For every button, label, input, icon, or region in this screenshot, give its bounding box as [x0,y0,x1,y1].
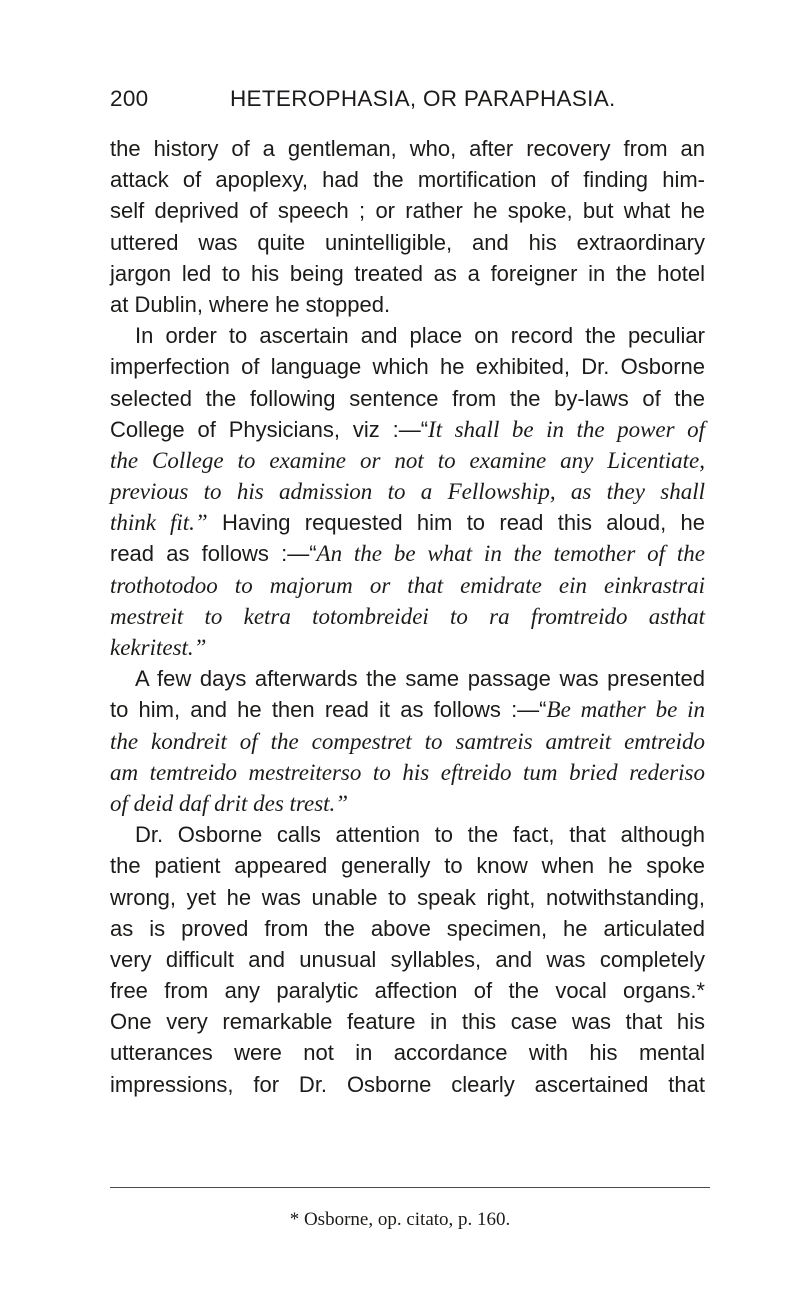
footnote: * Osborne, op. citato, p. 160. [289,1209,511,1230]
body-text [110,133,705,1100]
quote-line: trothotodoo to majorum or that emidrate ein einkrastrai [110,572,705,598]
text-line: attack of apoplexy, had the mortification of finding him- [110,167,705,193]
text-line: uttered was quite unintelligible, and his extraordinary [110,229,705,255]
text-line: selected the following sentence from the by-laws of the [110,385,705,411]
text-line: Dr. Osborne calls attention to the fact, that although [135,822,705,848]
text-line [110,538,705,569]
text-line: very difficult and unusual syllables, and was completely [110,946,705,972]
text-line: imperfection of language which he exhibited, Dr. Osborne [110,354,705,380]
text-line: the history of a gentleman, who, after recovery from an [110,136,705,161]
text-line: at Dublin, where he stopped. [110,291,391,317]
text-span: College of Physicians, viz :—“ [110,416,429,442]
running-header [110,86,710,118]
quote-line: kekritest.” [110,635,207,660]
quote-italic: think fit.” [110,510,208,536]
quote-line: mestreit to ketra totombreidei to ra fromtreido asthat [110,603,705,629]
text-line: One very remarkable feature in this case was that his [110,1009,705,1035]
quote-line: the kondreit of the compestret to samtreis amtreit emtreido [110,728,705,754]
footnote-rule [110,1187,710,1188]
quote-line: am temtreido mestreiterso to his eftreido tum bried rederiso [110,759,705,785]
text-line: impressions, for Dr. Osborne clearly ascertained that [110,1071,705,1097]
quote-line: of deid daf drit des trest.” [110,790,349,816]
text-line: self deprived of speech ; or rather he spoke, but what he [110,198,705,224]
quote-italic: It shall be in the power of [428,416,705,442]
quote-line: the College to examine or not to examine any Licentiate, [110,447,705,473]
text-line: utterances were not in accordance with his mental [110,1040,705,1066]
quote-italic: Be mather be in [546,697,705,723]
running-title: HETEROPHASIA, OR PARAPHASIA. [230,86,616,111]
page-number: 200 [110,86,149,111]
text-span: read as follows :—“ [110,541,317,567]
text-line [110,694,705,725]
text-line: as is proved from the above specimen, he articulated [110,915,705,941]
text-line: wrong, yet he was unable to speak right, notwithstanding, [110,884,705,910]
quote-italic: An the be what in the temother of the [316,541,705,567]
text-line: A few days afterwards the same passage was presented [135,666,705,692]
text-line: In order to ascertain and place on record the peculiar [135,323,705,349]
text-line [110,414,705,445]
quote-line: previous to his admission to a Fellowship, as they shall [110,479,705,505]
text-line: the patient appeared generally to know when he spoke [110,853,705,879]
text-span: to him, and he then read it as follows :—“ [110,697,547,723]
text-span: Having requested him to read this aloud, he [207,510,705,536]
text-line: jargon led to his being treated as a foreigner in the hotel [110,260,705,286]
text-line [110,507,705,538]
text-line: free from any paralytic affection of the vocal organs.* [110,978,705,1004]
